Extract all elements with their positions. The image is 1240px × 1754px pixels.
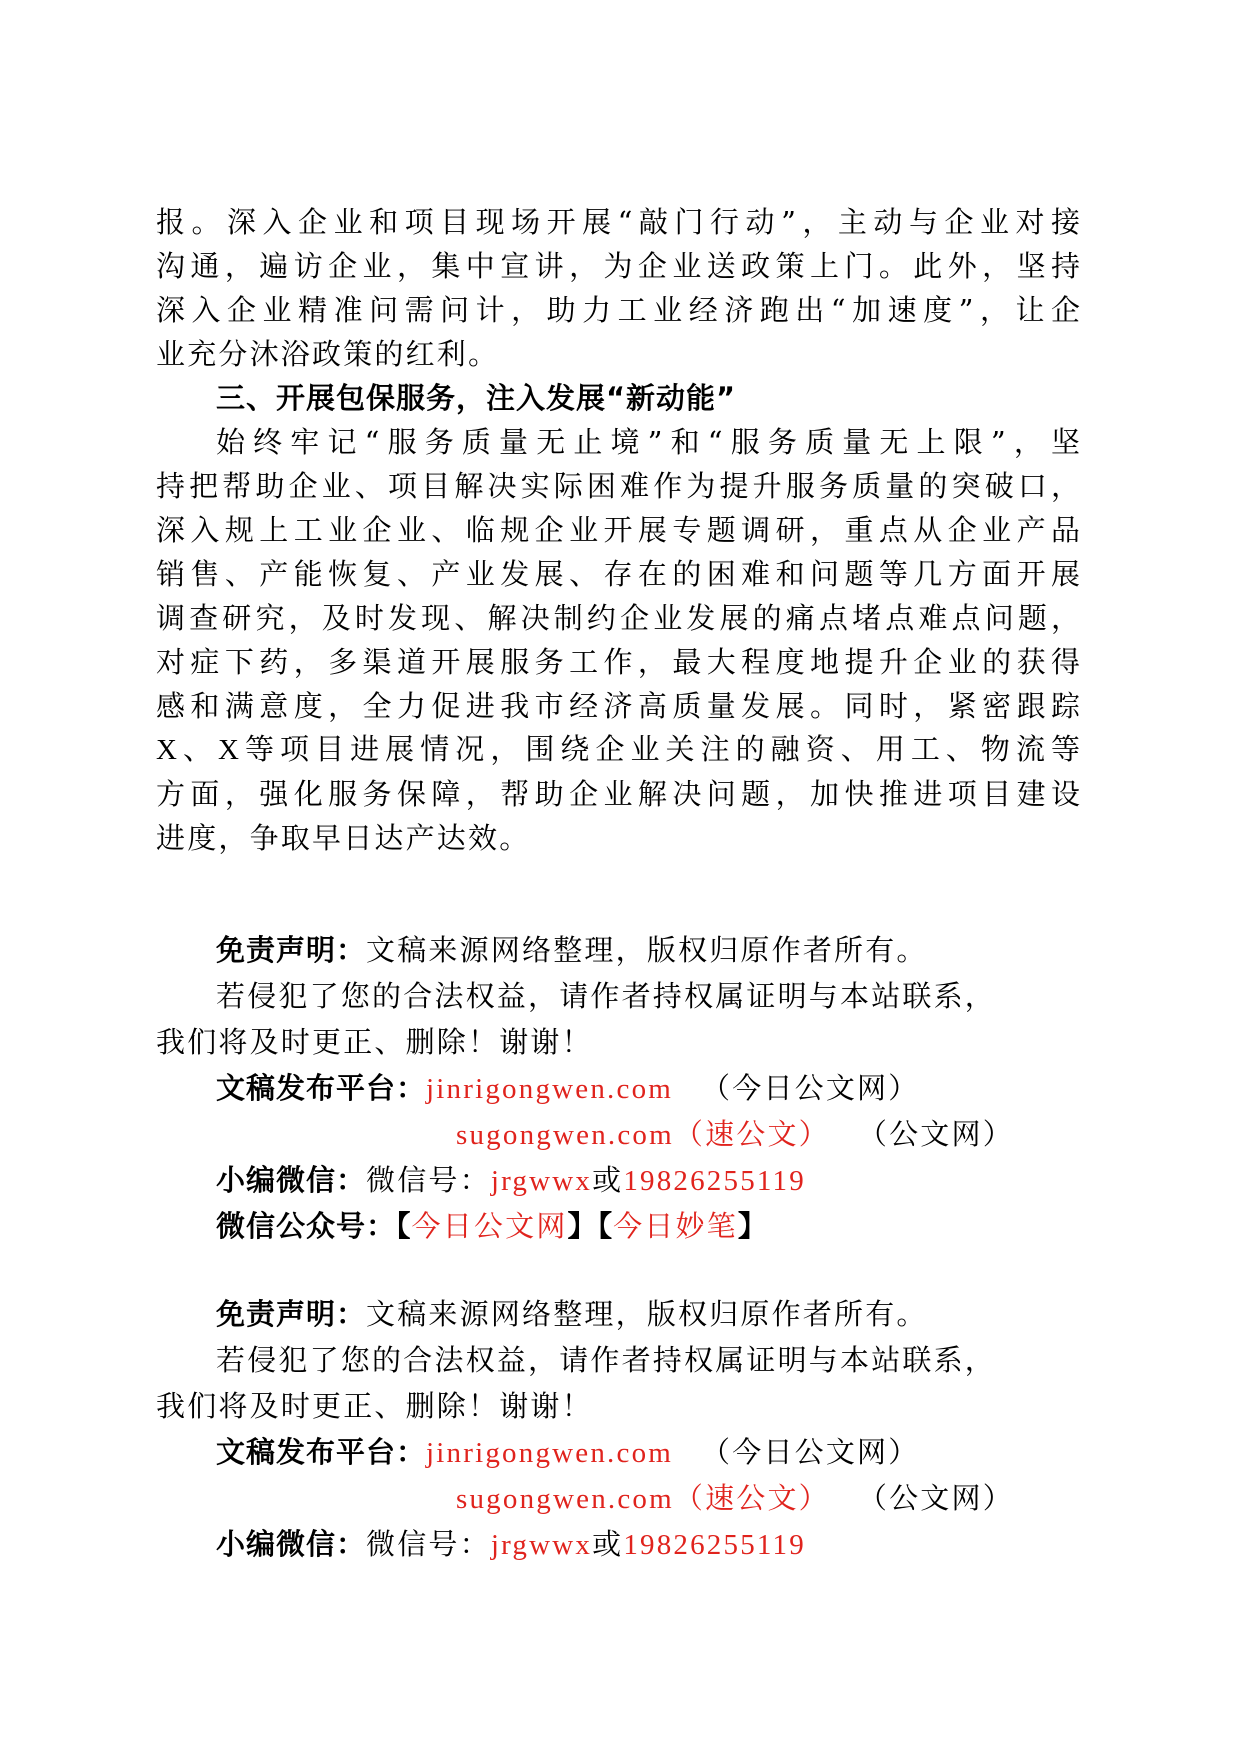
para2-line-2: 持把帮助企业、项目解决实际困难作为提升服务质量的突破口， bbox=[156, 469, 1080, 503]
body-line-4: 业充分沐浴政策的红利。 bbox=[156, 337, 500, 371]
public-account-line: 微信公众号：【今日公文网】【今日妙笔】 bbox=[216, 1209, 768, 1243]
wechat-prefix: 微信号： bbox=[366, 1527, 491, 1561]
public-account-label: 微信公众号： bbox=[216, 1209, 397, 1243]
disclaimer-line bbox=[216, 928, 928, 973]
disclaimer-line-2: 若侵犯了您的合法权益，请作者持权属证明与本站联系， bbox=[216, 1343, 997, 1377]
site-link-jinrigongwen[interactable]: jinrigongwen.com bbox=[426, 1437, 674, 1469]
disclaimer-label: 免责声明： bbox=[216, 933, 367, 967]
platform-line bbox=[216, 1430, 919, 1476]
para2-line-5: 调查研究，及时发现、解决制约企业发展的痛点堵点难点问题， bbox=[156, 601, 1080, 635]
para2-line-3: 深入规上工业企业、临规企业开展专题调研，重点从企业产品 bbox=[156, 513, 1080, 547]
site-name-gongwen: （公文网） bbox=[857, 1117, 1014, 1151]
para2-line-10: 进度，争取早日达产达效。 bbox=[156, 821, 531, 855]
para2-line-9: 方面，强化服务保障，帮助企业解决问题，加快推进项目建设 bbox=[156, 777, 1080, 811]
public-account-2[interactable]: 今日妙笔 bbox=[613, 1209, 738, 1243]
phone-number[interactable]: 19826255119 bbox=[623, 1529, 806, 1561]
site-link-jinrigongwen[interactable]: jinrigongwen.com bbox=[426, 1073, 674, 1105]
disclaimer-line-3: 我们将及时更正、删除！谢谢！ bbox=[156, 1025, 593, 1059]
phone-number[interactable]: 19826255119 bbox=[623, 1165, 806, 1197]
body-line-1: 报。深入企业和项目现场开展“敲门行动”，主动与企业对接 bbox=[156, 205, 1080, 239]
disclaimer-line-3: 我们将及时更正、删除！谢谢！ bbox=[156, 1389, 593, 1423]
or-text: 或 bbox=[592, 1527, 624, 1561]
body-line-2: 沟通，遍访企业，集中宣讲，为企业送政策上门。此外，坚持 bbox=[156, 249, 1080, 283]
disclaimer-text: 文稿来源网络整理，版权归原作者所有。 bbox=[366, 1297, 928, 1331]
site-name-jinri: （今日公文网） bbox=[701, 1435, 920, 1469]
site-link-sugongwen[interactable]: sugongwen.com（速公文） bbox=[456, 1483, 830, 1515]
platform-label: 文稿发布平台： bbox=[216, 1435, 427, 1469]
public-account-1[interactable]: 今日公文网 bbox=[411, 1209, 568, 1243]
wechat-prefix: 微信号： bbox=[366, 1163, 491, 1197]
site-link-sugongwen[interactable]: sugongwen.com（速公文） bbox=[456, 1119, 830, 1151]
site-name-gongwen: （公文网） bbox=[857, 1481, 1014, 1515]
platform-label: 文稿发布平台： bbox=[216, 1071, 427, 1105]
wechat-line bbox=[216, 1522, 806, 1568]
wechat-line bbox=[216, 1158, 806, 1204]
disclaimer-line-2: 若侵犯了您的合法权益，请作者持权属证明与本站联系， bbox=[216, 979, 997, 1013]
wechat-label: 小编微信： bbox=[216, 1527, 367, 1561]
site-name-jinri: （今日公文网） bbox=[701, 1071, 920, 1105]
body-line-3: 深入企业精准问需问计，助力工业经济跑出“加速度”，让企 bbox=[156, 293, 1080, 327]
para2-line-6: 对症下药，多渠道开展服务工作，最大程度地提升企业的获得 bbox=[156, 645, 1080, 679]
para2-line-7: 感和满意度，全力促进我市经济高质量发展。同时，紧密跟踪 bbox=[156, 689, 1080, 723]
disclaimer-text: 文稿来源网络整理，版权归原作者所有。 bbox=[366, 933, 928, 967]
disclaimer-line bbox=[216, 1292, 928, 1337]
para2-line-4: 销售、产能恢复、产业发展、存在的困难和问题等几方面开展 bbox=[156, 557, 1080, 591]
platform-line-2 bbox=[456, 1476, 1014, 1522]
wechat-id[interactable]: jrgwwx bbox=[490, 1165, 593, 1197]
platform-line bbox=[216, 1066, 919, 1112]
platform-line-2 bbox=[456, 1112, 1014, 1158]
para2-line-1: 始终牢记“服务质量无止境”和“服务质量无上限”，坚 bbox=[216, 425, 1080, 459]
para2-line-8: X、X等项目进展情况，围绕企业关注的融资、用工、物流等 bbox=[156, 734, 1080, 766]
wechat-label: 小编微信： bbox=[216, 1163, 367, 1197]
disclaimer-label: 免责声明： bbox=[216, 1297, 367, 1331]
or-text: 或 bbox=[592, 1163, 624, 1197]
section-heading: 三、开展包保服务，注入发展“新动能” bbox=[216, 381, 737, 415]
wechat-id[interactable]: jrgwwx bbox=[490, 1529, 593, 1561]
